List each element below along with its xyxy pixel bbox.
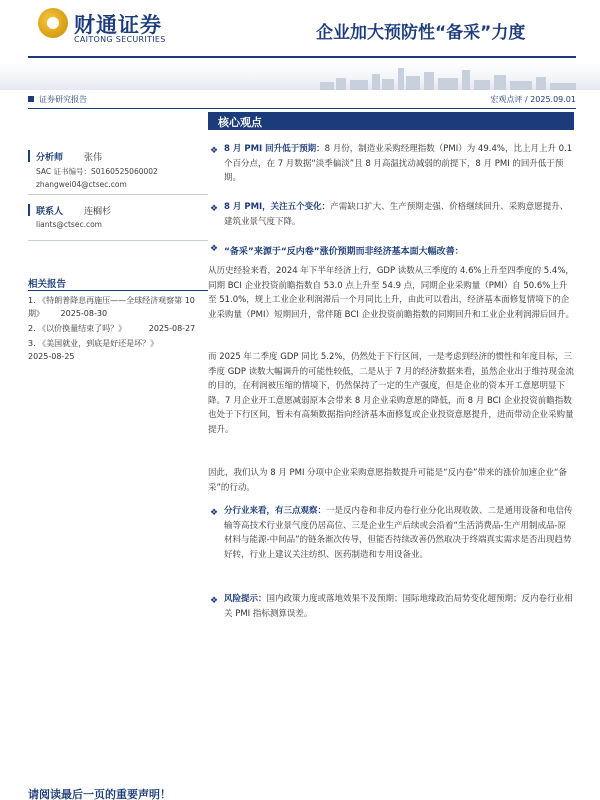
diamond-bullet-icon: ❖ bbox=[210, 146, 219, 156]
related-report-item[interactable] bbox=[28, 294, 208, 320]
logo-emblem-icon bbox=[38, 8, 68, 38]
related-reports-list bbox=[28, 294, 208, 365]
logo-en-text: CAITONG SECURITIES bbox=[74, 35, 166, 44]
analyst-accent-bar bbox=[28, 150, 30, 162]
diamond-bullet-icon: ❖ bbox=[210, 508, 219, 518]
report-category-date: 宏观点评 / 2025.09.01 bbox=[490, 95, 576, 104]
bullet-text: 国内政策力度或落地效果不及预期；国际地缘政治局势变化超预期；反内卷行业相关 PMI 指标测算误差。 bbox=[224, 594, 573, 619]
report-meta-row bbox=[28, 94, 576, 108]
diamond-bullet-icon: ❖ bbox=[210, 204, 219, 214]
logo-cn-text: 财通证券 bbox=[74, 13, 162, 37]
bullet-heading: 风险提示： bbox=[224, 594, 267, 604]
bullet-heading: 8 月 PMI，关注五个变化： bbox=[224, 202, 331, 212]
paragraph-q2-gdp: 而 2025 年二季度 GDP 同比 5.2%，仍然处于下行区间，一是考虑到经济的惯性和年度目标，三季度 GDP 读数大幅调升的可能性较低，二是从于 7 月的经济数据来看，虽然企业出于维持现金流的目的，在利润被压缩的情境下，仍然保持了一定的生产强度，但是企业的资本开工意愿明显下降。7 月企业开工意愿减弱原本会带来 8 月企业采购意愿的降低，而 8 月 BCI 企业投资前瞻指数也处于下行区间，暂未有高频数据指向经济基本面修复或企业投资意愿提升，进而带动企业采购量提升。 bbox=[208, 352, 574, 435]
core-view-title: 核心观点 bbox=[218, 116, 262, 129]
bullet-risk bbox=[208, 592, 574, 621]
city-skyline-image bbox=[320, 64, 580, 90]
diamond-bullet-icon: ❖ bbox=[210, 596, 219, 606]
bullet-five-changes bbox=[208, 200, 574, 229]
paragraph-conclusion: 因此，我们认为 8 月 PMI 分项中企业采购意愿指数提升可能是“反内卷”带来的涨价加速企业“备采”的行动。 bbox=[208, 468, 567, 493]
contact-name: 连榈杉 bbox=[84, 207, 112, 217]
related-report-title: 3. 《美国就业，到底是好还是坏？》 bbox=[28, 339, 159, 348]
disclaimer-footer: 请阅读最后一页的重要声明！ bbox=[28, 788, 171, 800]
analyst-label: 分析师 bbox=[36, 153, 64, 163]
caitong-logo bbox=[38, 8, 188, 48]
related-reports-divider bbox=[28, 290, 208, 291]
bullet-text: 一是反内卷和非反内卷行业分化出现收敛、二是通用设备和电信传输等高技术行业景气度仍居高位、三是企业生产后续或会沿着“生活消费品-生产用制成品-原材料与能源-中间品”的链条渐次传导，但能否持续改善仍然取决于终端真实需求是否出现趋势好转，行业上建议关注纺织、医药制造和专用设备业。 bbox=[224, 506, 573, 560]
paragraph-history: 从历史经验来看，2024 年下半年经济上行，GDP 读数从三季度的 4.6%上升至四季度的 5.4%，同期 BCI 企业投资前瞻指数自 53.0 点上升至 54.9 点，同期企业采购量（PMI）自 50.6%上升至 51.0%，规上工业企业利润滞后一个月同比上升，由此可以看出，经济基本面修复情境下的企业采购量（PMI）短期回升，常伴随 BCI 企业投资前瞻指数的同期回升和工业企业利润滞后回升。 bbox=[208, 266, 574, 320]
contact-block bbox=[28, 204, 208, 244]
header-banner bbox=[0, 62, 600, 90]
header-divider bbox=[28, 56, 576, 58]
related-report-date: 2025-08-27 bbox=[148, 324, 196, 333]
bullet-text: 产需缺口扩大、生产预期走强、价格继续回升、采购意愿提升、建筑业景气度下降。 bbox=[224, 202, 569, 227]
related-report-item[interactable] bbox=[28, 337, 208, 363]
meta-divider bbox=[28, 108, 576, 109]
bullet-industry bbox=[208, 504, 574, 562]
contact-label: 联系人 bbox=[36, 207, 64, 217]
bullet-pmi-rebound bbox=[208, 142, 574, 186]
analyst-block bbox=[28, 150, 208, 210]
related-report-title: 2. 《以价换量结束了吗？》 bbox=[28, 324, 127, 333]
contact-email[interactable]: liants@ctsec.com bbox=[36, 220, 102, 229]
diamond-bullet-icon: ❖ bbox=[210, 244, 219, 254]
report-type: 证券研究报告 bbox=[28, 94, 87, 105]
report-title: 企业加大预防性“备采”力度 bbox=[316, 23, 526, 43]
report-header bbox=[0, 0, 600, 62]
core-view-header bbox=[208, 112, 574, 130]
bullet-text: 8 月份，制造业采购经理指数（PMI）为 49.4%，比上月上升 0.1 个百分点，在 7 月数据“淡季偏淡”且 8 月高温扰动减弱的前提下，8 月 PMI 的回升低于预期。 bbox=[224, 144, 573, 183]
analyst-sac: SAC 证书编号：S0160525060002 bbox=[36, 167, 158, 176]
related-reports-title: 相关报告 bbox=[28, 279, 67, 290]
bullet-heading: “备采”来源于“反内卷”涨价预期而非经济基本面大幅改善： bbox=[224, 247, 464, 257]
related-report-title: 1. 《特朗普降息再施压——全球经济观察第 10 期》 bbox=[28, 296, 195, 318]
contact-accent-bar bbox=[28, 204, 30, 216]
sidebar-divider bbox=[28, 194, 208, 195]
related-report-date: 2025-08-25 bbox=[28, 352, 75, 361]
sidebar-divider bbox=[28, 240, 208, 241]
bullet-heading: 分行业来看，有三点观察： bbox=[224, 506, 327, 516]
bullet-stockpiling-head bbox=[208, 244, 574, 257]
related-report-item[interactable] bbox=[28, 322, 208, 335]
analyst-name: 张伟 bbox=[84, 153, 103, 163]
bullet-heading: 8 月 PMI 回升低于预期： bbox=[224, 144, 325, 154]
related-report-date: 2025-08-30 bbox=[60, 309, 108, 318]
analyst-email[interactable]: zhangwei04@ctsec.com bbox=[36, 180, 127, 189]
